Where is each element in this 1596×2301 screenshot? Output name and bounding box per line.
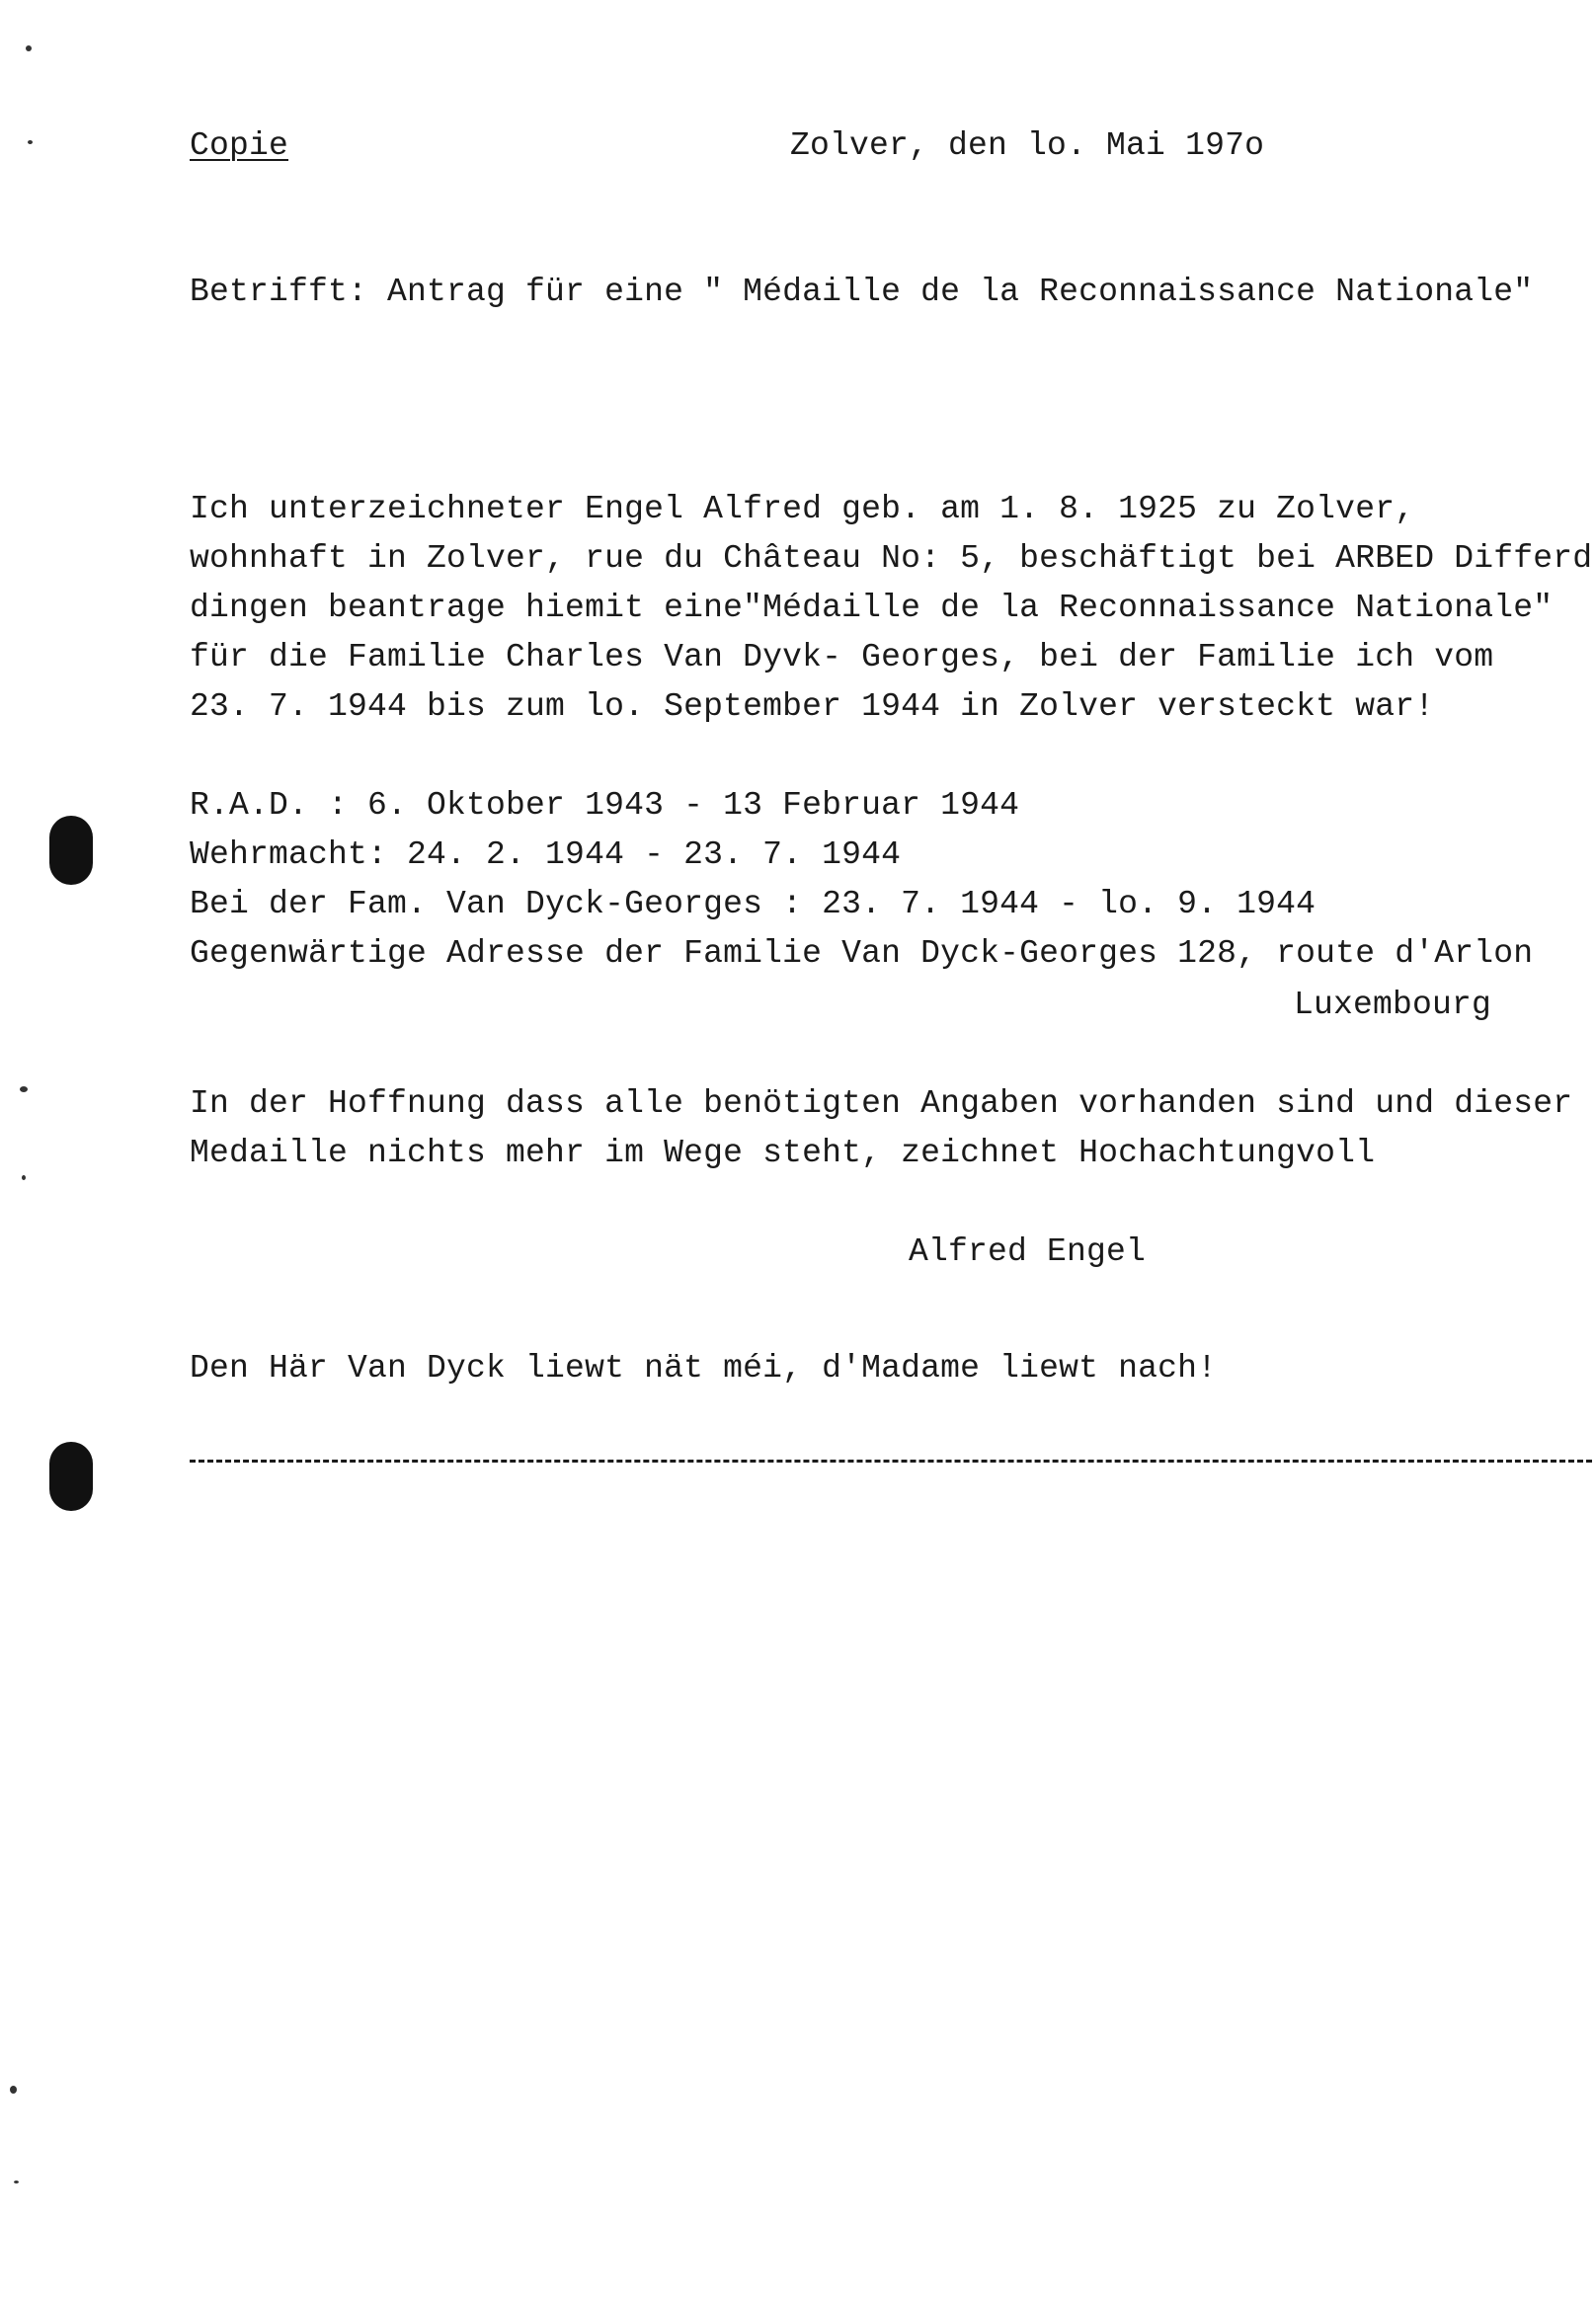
- punch-hole-lower: [49, 1442, 93, 1511]
- body-line: wohnhaft in Zolver, rue du Château No: 5, beschäftigt bei ARBED Differd: [190, 540, 1593, 577]
- handwritten-note: Den Här Van Dyck liewt nät méi, d'Madame liewt nach!: [190, 1350, 1218, 1387]
- body-line: Ich unterzeichneter Engel Alfred geb. am 1. 8. 1925 zu Zolver,: [190, 491, 1415, 527]
- body-line: für die Familie Charles Van Dyvk- Georges, bei der Familie ich vom: [190, 639, 1494, 675]
- scan-speck: [26, 45, 32, 51]
- punch-hole-upper: [49, 816, 93, 885]
- copy-label: Copie: [190, 127, 289, 164]
- detail-line: Wehrmacht: 24. 2. 1944 - 23. 7. 1944: [190, 836, 902, 873]
- closing-line: In der Hoffnung dass alle benötigten Angaben vorhanden sind und dieser: [190, 1085, 1573, 1122]
- body-line: dingen beantrage hiemit eine"Médaille de la Reconnaissance Nationale": [190, 590, 1554, 626]
- body-line: 23. 7. 1944 bis zum lo. September 1944 in Zolver versteckt war!: [190, 688, 1435, 725]
- signature: Alfred Engel: [909, 1233, 1147, 1270]
- dashed-separator: [190, 1460, 1592, 1463]
- place-date: Zolver, den lo. Mai 197o: [790, 127, 1265, 164]
- scan-speck: [20, 1086, 28, 1092]
- subject-line: Betrifft: Antrag für eine " Médaille de la Reconnaissance Nationale": [190, 274, 1534, 310]
- scan-speck: [28, 140, 33, 144]
- detail-line: Gegenwärtige Adresse der Familie Van Dyck-Georges 128, route d'Arlon: [190, 935, 1534, 972]
- scan-speck: [14, 2181, 19, 2183]
- detail-line: Bei der Fam. Van Dyck-Georges : 23. 7. 1944 - lo. 9. 1944: [190, 886, 1317, 922]
- address-city: Luxembourg: [1294, 987, 1492, 1023]
- closing-line: Medaille nichts mehr im Wege steht, zeichnet Hochachtungvoll: [190, 1135, 1376, 1171]
- scan-speck: [10, 2086, 17, 2094]
- scan-speck: [22, 1175, 26, 1180]
- detail-line: R.A.D. : 6. Oktober 1943 - 13 Februar 1944: [190, 787, 1020, 824]
